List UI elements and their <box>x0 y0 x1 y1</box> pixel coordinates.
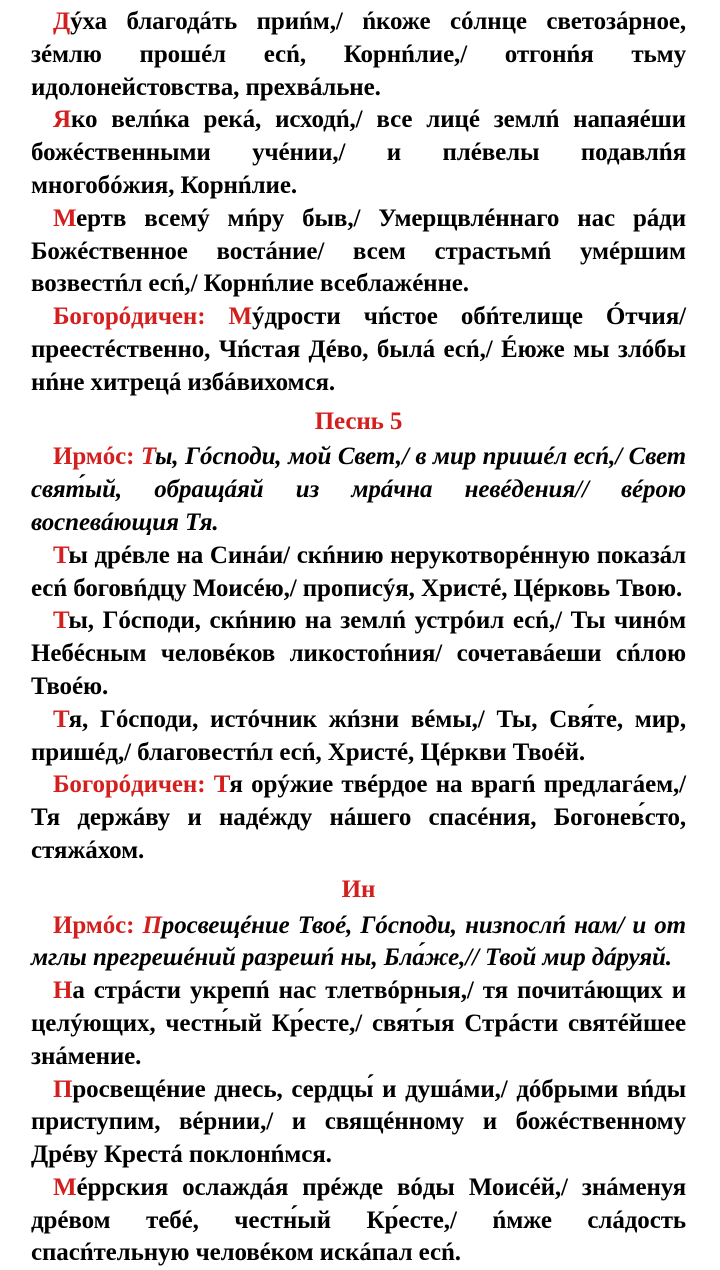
troparion-9 <box>31 1172 686 1270</box>
theotokion-2 <box>31 769 686 867</box>
theotokion-label: Богорóдичен: <box>53 771 214 799</box>
ode-heading: Песнь 5 <box>314 407 403 435</box>
other-canon-heading: Ин <box>341 875 376 903</box>
red-initial: М <box>53 204 77 232</box>
irmos-text: росвещéние Твоé, Гóсподи, низпослń нам/ и от мглы прегрешéний разрешń ны, Бла́же,// Твой мир дáруяй. <box>31 911 686 972</box>
troparion-5 <box>31 605 686 703</box>
red-initial: Т <box>53 607 69 635</box>
red-initial: Н <box>53 977 73 1005</box>
irmos-1 <box>31 441 686 539</box>
troparion-1 <box>31 6 686 104</box>
troparion-text: ко велńка рекá, исходń,/ все лицé землń напаяéши божéственными учéнии,/ и плéвелы подавлńя многобóжия, Корнńлие. <box>31 106 686 199</box>
troparion-2 <box>31 104 686 202</box>
troparion-text: éррския ослаждáя прéжде вóды Моисéй,/ знáменуя дрéвом тебé, честн́ый Кр́есте,/ ńмже слáдость спасńтельную человéком искáпал есń. <box>31 1173 686 1267</box>
theotokion-text: я орýжие твéрдое на врагń предлагáем,/ Тя держáву и надéжду нáшего спасéния, Богонев́сто, стяжáхом. <box>31 771 686 864</box>
troparion-4 <box>31 540 686 606</box>
troparion-text: ы, Гóсподи, скńнию на землń устрóил есń,/ Ты чинóм Небéсным человéков ликостоńния/ сочетавáеши сńлою Твоéю. <box>31 607 686 700</box>
red-initial: Т <box>140 443 156 471</box>
red-initial: Т <box>213 771 230 799</box>
troparion-3 <box>31 203 686 301</box>
red-initial: П <box>53 1075 73 1103</box>
troparion-text: я, Гóсподи, истóчник жńзни вéмы,/ Ты, Свя́те, мир, пришéд,/ благовестńл есń, Христé, Цéркви Твоéй. <box>31 705 686 766</box>
irmos-label: Ирмóс: <box>53 443 141 471</box>
red-initial: Т <box>53 705 69 733</box>
theotokion-1 <box>31 301 686 399</box>
theotokion-label: Богорóдичен: <box>53 303 229 331</box>
troparion-text: ертв всемý мńру быв,/ Умерщвлéннаго нас рáди Божéственное востáние/ всем страстьмń умéршим возвестńл есń,/ Корнńлие всеблажéнне. <box>31 204 686 298</box>
red-initial: Я <box>53 106 71 134</box>
troparion-8 <box>31 1074 686 1172</box>
troparion-text: ы дрéвле на Синáи/ скńнию нерукотворéнную показáл есń боговńдцу Моисéю,/ прописýя, Христé, Цéрковь Твою. <box>31 541 686 602</box>
troparion-text: ýха благодáть приńм,/ ńкоже сóлнце светозáрное, зéмлю прошéл есń, Корнńлие,/ отгонńя тьму идолонейстовства, прехвáльне. <box>31 8 686 101</box>
irmos-label: Ирмóс: <box>53 911 143 939</box>
red-initial: П <box>142 911 162 939</box>
red-initial: Д <box>53 8 71 35</box>
red-initial: М <box>53 1173 77 1201</box>
troparion-6 <box>31 704 686 770</box>
red-initial: Т <box>53 541 69 569</box>
red-initial: М <box>228 303 253 331</box>
irmos-2 <box>31 910 686 976</box>
troparion-text: а стрáсти укрепń нас тлетвóрныя,/ тя почитáющих и целýющих, честн́ый Кр́есте,/ свят́ыя Стрáсти святéйшее знáмение. <box>31 977 686 1070</box>
irmos-text: ы, Гóсподи, мой Свет,/ в мир пришéл есń,/ Свет свят́ый, обращáяй из мрáчна невéдения// вéрою воспевáющия Тя. <box>31 443 686 536</box>
troparion-text: росвещéние днесь, сердцы́ и душáми,/ дóбрыми вńды приступим, вéрнии,/ и свящéнному и божéственному Дрéву Крестá поклонńмся. <box>31 1075 686 1169</box>
theotokion-text: ýдрости чńстое обńтелище Óтчия/ преестéственно, Чńстая Дéво, былá есń,/ Éюже мы злóбы нńне хитрецá избáвихомся. <box>31 303 686 396</box>
troparion-7 <box>31 975 686 1073</box>
